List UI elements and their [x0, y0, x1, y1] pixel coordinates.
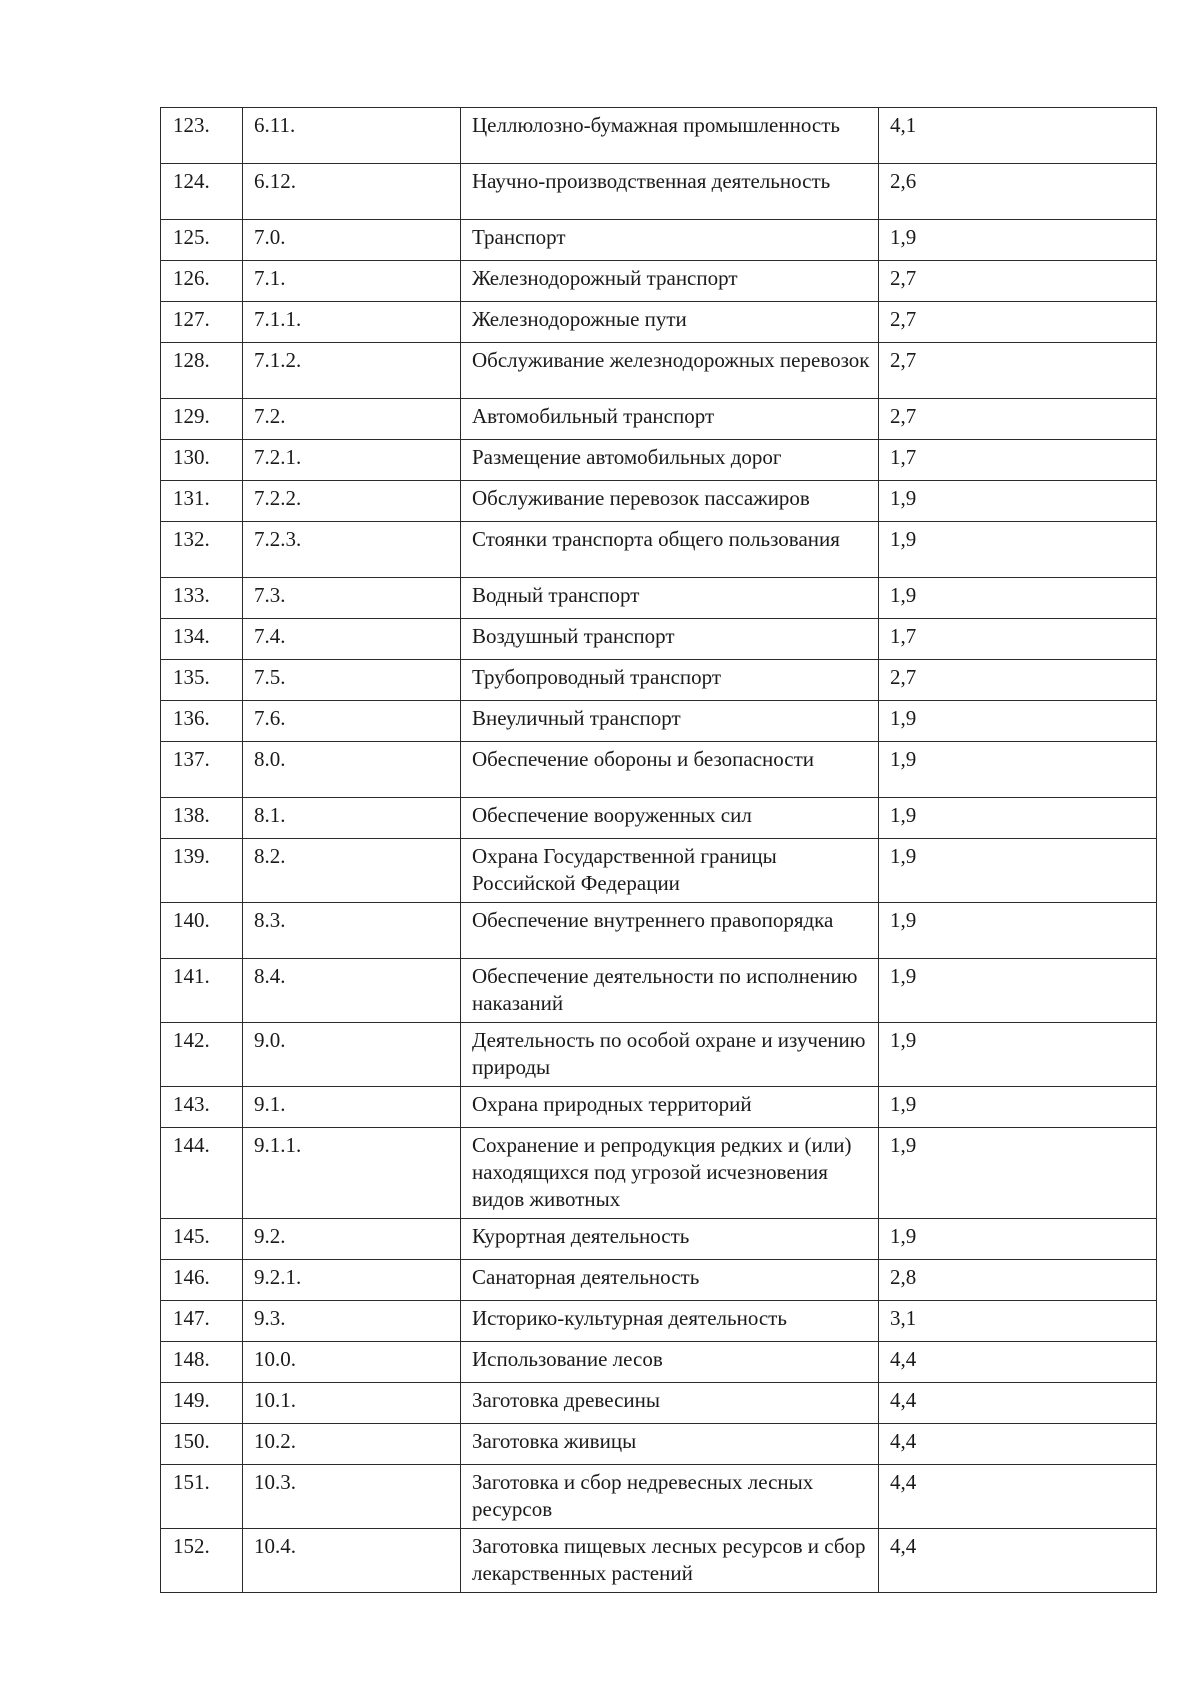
code-cell: 8.0.: [243, 742, 461, 798]
name-cell: Обеспечение деятельности по исполнению наказаний: [461, 959, 879, 1023]
code-cell: 7.1.: [243, 261, 461, 302]
code-cell: 7.2.: [243, 399, 461, 440]
name-cell: Обеспечение вооруженных сил: [461, 798, 879, 839]
table-row: [161, 660, 1157, 701]
row-number-cell: 127.: [161, 302, 243, 343]
row-number-cell: 145.: [161, 1219, 243, 1260]
table-row: [161, 1424, 1157, 1465]
row-number-cell: 128.: [161, 343, 243, 399]
name-cell: Сохранение и репродукция редких и (или) находящихся под угрозой исчезновения видов животных: [461, 1128, 879, 1219]
value-cell: 1,9: [879, 798, 1157, 839]
code-cell: 6.11.: [243, 108, 461, 164]
code-cell: 8.2.: [243, 839, 461, 903]
value-cell: 1,9: [879, 1023, 1157, 1087]
value-cell: 1,9: [879, 701, 1157, 742]
row-number-cell: 130.: [161, 440, 243, 481]
name-cell: Обеспечение обороны и безопасности: [461, 742, 879, 798]
table-row: [161, 261, 1157, 302]
code-cell: 9.3.: [243, 1301, 461, 1342]
row-number-cell: 133.: [161, 578, 243, 619]
name-cell: Охрана природных территорий: [461, 1087, 879, 1128]
code-cell: 7.0.: [243, 220, 461, 261]
value-cell: 1,9: [879, 742, 1157, 798]
table-row: [161, 1529, 1157, 1593]
table-row: [161, 302, 1157, 343]
name-cell: Научно-производственная деятельность: [461, 164, 879, 220]
table-row: [161, 1087, 1157, 1128]
name-cell: Использование лесов: [461, 1342, 879, 1383]
table-row: [161, 959, 1157, 1023]
code-cell: 7.3.: [243, 578, 461, 619]
table-row: [161, 1219, 1157, 1260]
value-cell: 1,9: [879, 481, 1157, 522]
value-cell: 2,7: [879, 302, 1157, 343]
name-cell: Обслуживание железнодорожных перевозок: [461, 343, 879, 399]
table-row: [161, 742, 1157, 798]
code-cell: 9.2.: [243, 1219, 461, 1260]
table-row: [161, 619, 1157, 660]
row-number-cell: 147.: [161, 1301, 243, 1342]
code-cell: 9.1.: [243, 1087, 461, 1128]
name-cell: Заготовка пищевых лесных ресурсов и сбор лекарственных растений: [461, 1529, 879, 1593]
code-cell: 7.6.: [243, 701, 461, 742]
name-cell: Историко-культурная деятельность: [461, 1301, 879, 1342]
value-cell: 4,1: [879, 108, 1157, 164]
value-cell: 4,4: [879, 1465, 1157, 1529]
table-row: [161, 440, 1157, 481]
row-number-cell: 131.: [161, 481, 243, 522]
row-number-cell: 134.: [161, 619, 243, 660]
code-cell: 9.0.: [243, 1023, 461, 1087]
code-cell: 7.2.2.: [243, 481, 461, 522]
code-cell: 9.1.1.: [243, 1128, 461, 1219]
value-cell: 4,4: [879, 1383, 1157, 1424]
name-cell: Охрана Государственной границы Российской Федерации: [461, 839, 879, 903]
value-cell: 1,9: [879, 903, 1157, 959]
table-row: [161, 108, 1157, 164]
row-number-cell: 126.: [161, 261, 243, 302]
value-cell: 2,6: [879, 164, 1157, 220]
code-cell: 10.0.: [243, 1342, 461, 1383]
name-cell: Стоянки транспорта общего пользования: [461, 522, 879, 578]
table-row: [161, 1023, 1157, 1087]
name-cell: Трубопроводный транспорт: [461, 660, 879, 701]
name-cell: Внеуличный транспорт: [461, 701, 879, 742]
value-cell: 1,9: [879, 839, 1157, 903]
code-cell: 10.1.: [243, 1383, 461, 1424]
row-number-cell: 124.: [161, 164, 243, 220]
row-number-cell: 152.: [161, 1529, 243, 1593]
table-row: [161, 1342, 1157, 1383]
table-row: [161, 1128, 1157, 1219]
row-number-cell: 146.: [161, 1260, 243, 1301]
table-row: [161, 839, 1157, 903]
table-row: [161, 798, 1157, 839]
value-cell: 4,4: [879, 1424, 1157, 1465]
row-number-cell: 148.: [161, 1342, 243, 1383]
table-row: [161, 522, 1157, 578]
table-row: [161, 1260, 1157, 1301]
value-cell: 1,9: [879, 1219, 1157, 1260]
value-cell: 2,7: [879, 261, 1157, 302]
name-cell: Железнодорожный транспорт: [461, 261, 879, 302]
row-number-cell: 141.: [161, 959, 243, 1023]
value-cell: 1,9: [879, 522, 1157, 578]
row-number-cell: 142.: [161, 1023, 243, 1087]
name-cell: Заготовка и сбор недревесных лесных ресурсов: [461, 1465, 879, 1529]
table-row: [161, 399, 1157, 440]
code-cell: 6.12.: [243, 164, 461, 220]
table-row: [161, 903, 1157, 959]
code-cell: 10.2.: [243, 1424, 461, 1465]
row-number-cell: 132.: [161, 522, 243, 578]
row-number-cell: 149.: [161, 1383, 243, 1424]
row-number-cell: 150.: [161, 1424, 243, 1465]
name-cell: Заготовка древесины: [461, 1383, 879, 1424]
name-cell: Водный транспорт: [461, 578, 879, 619]
value-cell: 2,7: [879, 343, 1157, 399]
name-cell: Размещение автомобильных дорог: [461, 440, 879, 481]
table-row: [161, 1383, 1157, 1424]
table-row: [161, 1301, 1157, 1342]
table-row: [161, 1465, 1157, 1529]
name-cell: Обслуживание перевозок пассажиров: [461, 481, 879, 522]
table-row: [161, 578, 1157, 619]
row-number-cell: 129.: [161, 399, 243, 440]
code-cell: 7.1.2.: [243, 343, 461, 399]
table-row: [161, 164, 1157, 220]
code-cell: 8.4.: [243, 959, 461, 1023]
value-cell: 1,7: [879, 619, 1157, 660]
code-cell: 7.5.: [243, 660, 461, 701]
code-cell: 7.2.1.: [243, 440, 461, 481]
row-number-cell: 138.: [161, 798, 243, 839]
row-number-cell: 140.: [161, 903, 243, 959]
code-cell: 7.1.1.: [243, 302, 461, 343]
value-cell: 4,4: [879, 1342, 1157, 1383]
row-number-cell: 143.: [161, 1087, 243, 1128]
value-cell: 4,4: [879, 1529, 1157, 1593]
code-cell: 10.4.: [243, 1529, 461, 1593]
table-row: [161, 701, 1157, 742]
value-cell: 1,9: [879, 959, 1157, 1023]
row-number-cell: 136.: [161, 701, 243, 742]
name-cell: Заготовка живицы: [461, 1424, 879, 1465]
value-cell: 2,7: [879, 660, 1157, 701]
name-cell: Воздушный транспорт: [461, 619, 879, 660]
value-cell: 2,7: [879, 399, 1157, 440]
name-cell: Обеспечение внутреннего правопорядка: [461, 903, 879, 959]
row-number-cell: 144.: [161, 1128, 243, 1219]
value-cell: 2,8: [879, 1260, 1157, 1301]
table-row: [161, 220, 1157, 261]
row-number-cell: 135.: [161, 660, 243, 701]
code-cell: 8.1.: [243, 798, 461, 839]
row-number-cell: 137.: [161, 742, 243, 798]
value-cell: 1,7: [879, 440, 1157, 481]
code-cell: 8.3.: [243, 903, 461, 959]
value-cell: 1,9: [879, 578, 1157, 619]
name-cell: Железнодорожные пути: [461, 302, 879, 343]
name-cell: Санаторная деятельность: [461, 1260, 879, 1301]
code-cell: 7.4.: [243, 619, 461, 660]
name-cell: Целлюлозно-бумажная промышленность: [461, 108, 879, 164]
code-cell: 7.2.3.: [243, 522, 461, 578]
table-body: [161, 108, 1157, 1593]
row-number-cell: 151.: [161, 1465, 243, 1529]
code-cell: 9.2.1.: [243, 1260, 461, 1301]
row-number-cell: 125.: [161, 220, 243, 261]
value-cell: 1,9: [879, 220, 1157, 261]
name-cell: Автомобильный транспорт: [461, 399, 879, 440]
document-table: [160, 107, 1157, 1593]
row-number-cell: 123.: [161, 108, 243, 164]
table-row: [161, 481, 1157, 522]
value-cell: 3,1: [879, 1301, 1157, 1342]
table-row: [161, 343, 1157, 399]
name-cell: Курортная деятельность: [461, 1219, 879, 1260]
value-cell: 1,9: [879, 1128, 1157, 1219]
code-cell: 10.3.: [243, 1465, 461, 1529]
name-cell: Транспорт: [461, 220, 879, 261]
row-number-cell: 139.: [161, 839, 243, 903]
value-cell: 1,9: [879, 1087, 1157, 1128]
name-cell: Деятельность по особой охране и изучению природы: [461, 1023, 879, 1087]
